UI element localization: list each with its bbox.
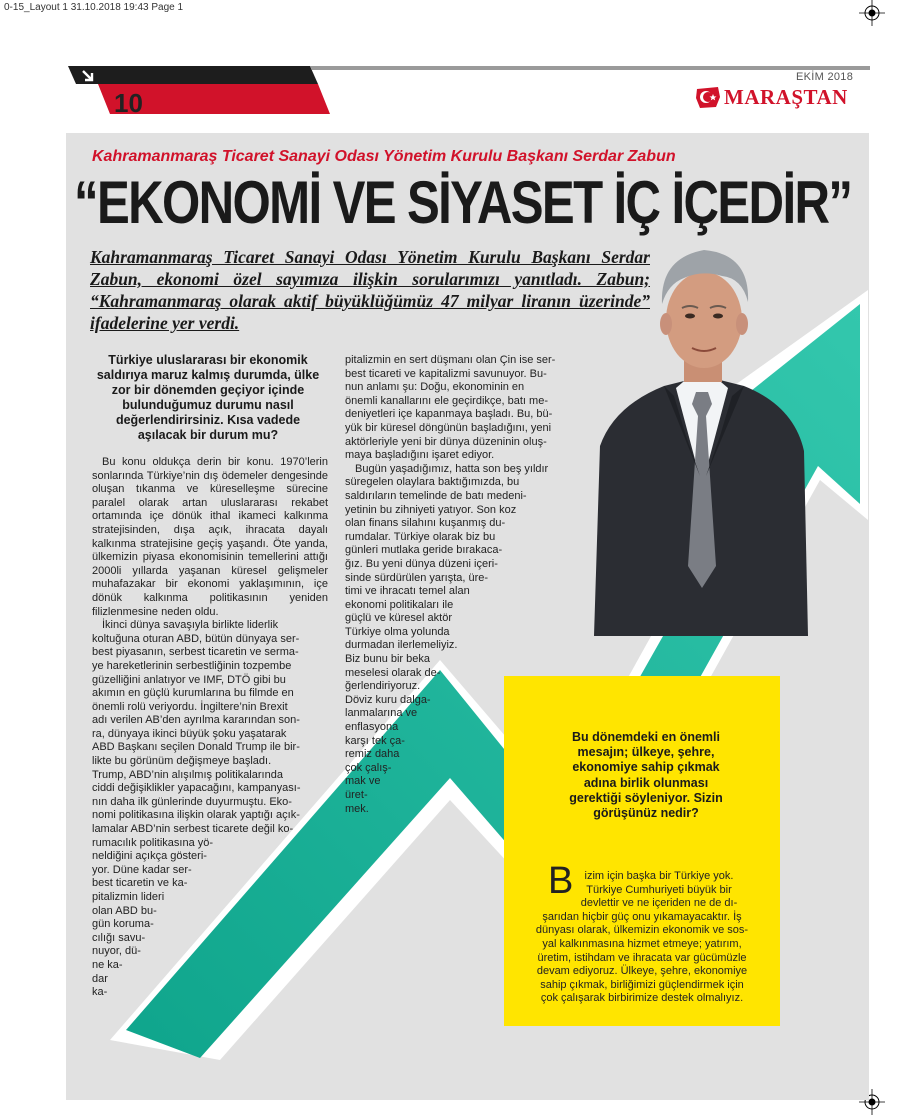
text-line: ğız. Bu yeni dünya düzeni içeri-: [345, 557, 498, 570]
text-line: günleri mutlaka geride bırakaca-: [345, 544, 503, 557]
article-lead: Kahramanmaraş Ticaret Sanayi Odası Yönetim Kurulu Başkanı Serdar Zabun, ekonomi özel sayımıza ilişkin sorularımızı yanıtladı. Zabun; “Kahramanmaraş olarak aktif büyüklüğümüz 47 milyar liranın üzerinde” ifadelerine yer verdi.: [90, 247, 650, 333]
text-line: sahip çıkmak, birliğimizi güçlendirmek için: [540, 978, 744, 991]
text-line: lanmalarına ve: [345, 707, 418, 720]
text-line: olan finans silahını kuşanmış du-: [345, 517, 506, 530]
text-line: durmadan ilerlemeliyiz.: [345, 639, 458, 652]
text-line: aktörleriyle yeni bir dünya düzeninin oluş-: [345, 435, 547, 448]
text-line: remiz daha: [345, 748, 400, 761]
drop-cap: B: [548, 860, 574, 902]
text-line: best ticaretin ve ka-: [92, 877, 188, 890]
text-line: yor. Düne kadar ser-: [92, 863, 192, 876]
text-line: pitalizmin lideri: [92, 891, 165, 903]
text-line: akımın en güçlü kurumlarına bu filmde en: [92, 687, 294, 700]
text-line: ABD Başkanı seçilen Donald Trump ile bir-: [92, 741, 300, 754]
text-line: olan ABD bu-: [92, 904, 157, 917]
text-line: Türkiye olma yolunda: [345, 625, 450, 638]
text-line: sinde sürdürülen yarışta, üre-: [345, 571, 489, 584]
text-line: ciddi değişiklikler yapacağını, kampanyası-: [92, 782, 301, 795]
text-line: Türkiye Cumhuriyeti büyük bir: [586, 883, 732, 896]
text-line: Döviz kuru dalga-: [345, 693, 431, 706]
text-line: üret-: [345, 789, 368, 801]
text-line: devlettir ve ne içeriden ne de dı-: [580, 897, 738, 910]
text-line: üretim, istihdam ve ihracata var gücümüzle: [537, 951, 747, 964]
text-line: saldırıların temelinde de batı medeni-: [345, 489, 527, 502]
text-line: Trump, ABD’nin alışılmış politikalarında: [92, 768, 283, 781]
page-number: 10: [114, 88, 143, 118]
issue-date: EKİM 2018: [796, 71, 854, 83]
text-line: timi ve ihracatı temel alan: [345, 585, 470, 598]
text-line: İkinci dünya savaşıyla birlikte liderlik: [102, 619, 279, 632]
text-line: deniyetleri içe kapanmaya başladı. Bu, bü-: [345, 408, 553, 421]
text-line: nun anlamı şu: Doğu, ekonominin en: [345, 381, 525, 394]
text-line: neldiğini açıkça gösteri-: [92, 850, 207, 863]
text-line: nuyor, dü-: [92, 945, 141, 958]
text-line: dar: [92, 972, 108, 985]
text-line: çok çalış-: [345, 761, 392, 774]
text-line: rumacılık politikasına yö-: [92, 836, 214, 849]
article-supertitle: Kahramanmaraş Ticaret Sanayi Odası Yönetim Kurulu Başkanı Serdar Zabun: [92, 148, 676, 165]
text-line: rumdalar. Türkiye olarak biz bu: [345, 530, 496, 543]
text-line: maya başladığını işaret ediyor.: [345, 449, 495, 462]
text-line: adı verilen AB’den ayrılma kararından son-: [92, 714, 300, 727]
text-line: güçlü ve küresel aktör: [345, 612, 452, 625]
text-line: ra, dünyaya ikinci büyük şoku yaşatarak: [92, 727, 287, 740]
text-line: dünyası olarak, ülkemizin ekonomik ve sos-: [535, 924, 749, 937]
answer-2: [514, 870, 770, 1006]
portrait-photo: [594, 236, 808, 636]
paragraph: Bu konu oldukça derin bir konu. 1970’lerin sonlarında Türkiye’nin dış ödemeler dengesinde oluşan tıkanma ve küreselleşme sürecine paralel olarak artan uluslararası rekabet ortamında içe dönük ithal ikameci kalkınma stratejisinden, dışa açık, ihracata dayalı kalkınma stratejisine geçiş yaşandı. Öte yanda, ülkemizin piyasa ekonomisinin temellerini attığı 2000li yıllarda yaşanan küresel gelişmeler muhafazakar bir ekonomi yaklaşımının, içe dönük kalkınma politikasının yeniden filizlenmesine neden oldu.: [92, 456, 328, 618]
text-line: nın daha ilk günlerinde duyurmuştu. Eko-: [92, 795, 292, 808]
print-slug: 0-15_Layout 1 31.10.2018 19:43 Page 1: [4, 2, 184, 13]
text-line: önemli rolü veriyordu. İngiltere’nin Brexit: [92, 700, 288, 713]
text-line: gün koruma-: [92, 918, 154, 931]
logo-text: MARAŞTAN: [724, 84, 848, 109]
text-line: yetinin bu zihniyeti yatıyor. Son koz: [345, 503, 517, 516]
text-line: süregelen olaylara baktığımızda, bu: [345, 476, 520, 489]
text-line: ye hareketlerinin serbestliğinin tozpembe: [92, 659, 292, 672]
text-line: nomi politikasına ilişkin olarak yaptığı açık-: [92, 809, 300, 822]
text-line: yük bir küresel döngünün başladığını, yeni: [345, 421, 552, 434]
text-line: enflasyona: [345, 721, 399, 734]
text-line: izim için başka bir Türkiye yok.: [584, 870, 734, 882]
text-line: önemli kanallarını ele geçirdikçe, batı me-: [345, 394, 548, 407]
text-line: devam ediyoruz. Ülkeye, şehre, ekonomiye: [536, 965, 748, 978]
question-1: Türkiye uluslararası bir ekonomik saldırıya maruz kalmış durumda, ülke zor bir dönemden geçiyor içinde bulunduğumuz durumu nasıl değerlendirirsiniz. Kısa vadede aşılacak bir durum mu?: [96, 353, 320, 442]
text-line: Biz bunu bir beka: [345, 653, 430, 666]
text-line: karşı tek ça-: [345, 734, 405, 747]
text-line: Bugün yaşadığımız, hatta son beş yıldır: [355, 462, 549, 475]
body-column-1: [92, 456, 328, 1000]
text-line: ekonomi politikaları ile: [345, 598, 454, 611]
text-line: güzelliğini anlatıyor ve IMF, DTÖ gibi bu: [92, 673, 286, 686]
question-2: Bu dönemdeki en önemli mesajın; ülkeye, şehre, ekonomiye sahip çıkmak adına birlik olunması gerektiği söyleniyor. Sizin görüşünüz nedir?: [569, 730, 723, 821]
text-line: çok çalışarak birbirimize destek olmalıyız.: [540, 992, 744, 1005]
article-headline: “EKONOMİ VE SİYASET İÇ İÇEDİR”: [74, 169, 852, 236]
text-line: yal kalkınmasına hizmet etmeye; yatırım,: [542, 937, 742, 950]
text-line: mak ve: [345, 775, 381, 788]
text-line: best piyasanın, serbest ticaretin ve serma-: [92, 646, 299, 659]
text-line: likte bu görünüm değişmeye başladı.: [92, 755, 272, 768]
text-line: mek.: [345, 802, 369, 815]
paragraph-lines: [92, 619, 328, 1000]
text-line: koltuğuna oturan ABD, bütün dünyaya ser-: [92, 632, 300, 645]
text-line: lamalar ABD’nin serbest ticarete değil ko-: [92, 823, 294, 836]
text-line: şarıdan hiçbir güç onu yıkamayacaktır. İş: [542, 910, 742, 923]
text-line: pitalizmin en sert düşmanı olan Çin ise ser-: [345, 354, 556, 366]
text-line: cılığı savu-: [92, 931, 146, 944]
text-line: ka-: [92, 986, 108, 999]
text-line: meselesi olarak de-: [345, 666, 441, 679]
text-line: ne ka-: [92, 958, 123, 971]
text-line: ğerlendiriyoruz.: [345, 680, 421, 693]
text-line: best ticareti ve kapitalizmi savunuyor. Bu-: [345, 367, 547, 380]
